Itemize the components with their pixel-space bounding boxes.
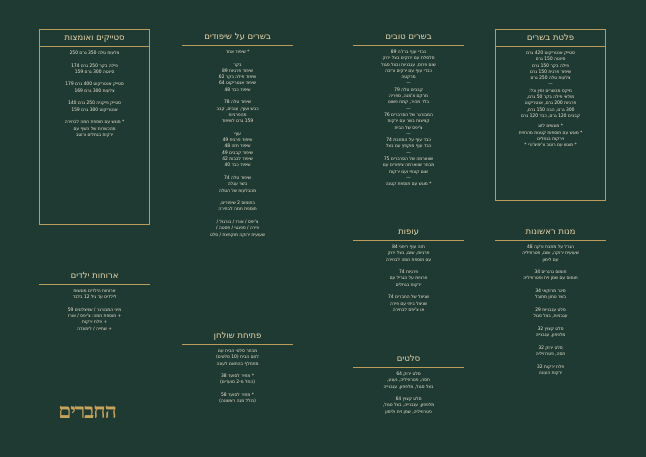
- section-title: בשרים על שיפודים: [182, 29, 293, 46]
- section-platot: [495, 29, 606, 201]
- section-title: פתיחת שולחן: [182, 328, 293, 345]
- section-title: פלטת בשרים: [496, 30, 605, 47]
- section-title: סלטים: [353, 351, 464, 368]
- section-kids: [39, 268, 150, 358]
- section-starters: [495, 224, 606, 450]
- section-notes: * מוגשים לזוג * מוגש עם תוספות קטנות מהחזית וירקות בגחלים * מוגש עם רוטב צ'ימיצ'ורי *: [518, 124, 583, 149]
- section-title: סטייקים ואומצות: [40, 30, 149, 47]
- section-salads: [353, 351, 464, 447]
- section-steaks: [39, 29, 150, 225]
- section-lines: מבחר סלטי הבית עם לחם הבית (10 סלטים) מתחלף בהתאם לעונה * מחיר לסועד 38 (החל מ-2 סועדים) * מחיר לסועד 58 (כולל מנה ראשונה): [216, 349, 259, 405]
- section-title: ארוחות ילדים: [39, 268, 150, 285]
- restaurant-logo: החברים: [58, 398, 116, 423]
- section-lines: * שיפוד אחד בקר שיפוד פרגיות 89 שיפוד פילה בקר 62 שיפוד אנטריקוט 64 שיפוד כבד 48 שיפוד טלה 78 כבש ועוף, ענבים, קבב מהפרגיות 159 גרם לשיפוד עוף שיפוד פרגית 49 שיפוד חזה 48 שיפוד קבבים 49 שיפוד לבבות 42 שיפוד כבד 40 שיפוד טלה 74 בשר עגלה מהבלעות של הטלה בחומוס 2 שיפודים, תוספת חמה לבחירה צ'יפס / אורז / בורגול / פירה / ספגטי / פסטה / שעועית ירוקה מוקפצת / סלט: [209, 50, 266, 238]
- section-title: מנות ראשונות: [495, 224, 606, 241]
- section-lines: כבדי עוף ברז'ה 89 סלסלת עם ירוקים בצל ירוק שום פרוס, עגבניות ובצל סגול כבדי עוף עם ירקים וריבה מרקטה — קבבים טלה 79 מרקם צ'מנה, ספריה בלד מהיר, קמח פשוט — המבורגר של הסרברים 76 קציצות בשר עם ירקות צ'יפס של הבית — כבד עוף על המחבת 74 כבד עוף מוקפץ עם בצל — שווארמה של הסרברים 75 מבחר שווארמה ציפורים עם שום קונפי ועם ירקות — * מוגש עם תוספת קטנה: [381, 50, 436, 188]
- section-lines: חזה עוף ריחני 84 פרגיות, שום, בצל ירוק עם תוספת חמה לבחירה פרגיות 74 פרגיות על הגריל עם ירקות בגחלים שניצל של החברים 74 שניצל ביתי עם פירה או צ'יפס לבחירה: [385, 245, 432, 313]
- section-divider: —: [548, 82, 553, 88]
- section-petichat-shulchan: [182, 328, 293, 448]
- section-lines: מיקס מבשרים זמין ונל: מולאי פילה בקר 50 גרם, פרגיות 200 גרם, אנטריקוט 300 גרם, הבה 150 גרם, קבבים 120 גרם, כבד 120 גרם: [521, 88, 580, 119]
- section-title: בשרים טובים: [353, 29, 464, 46]
- section-lines: צלעות טלה 350 גרם 250 פילה בקר 250 גרם 174 סינטה 300 גרם 159 סטייק אנטריקוט 400 גרם 179 צלעות 300 גרם 169 סטייק פיקניה 250 גרם 140 אנטריקוט 300 גרם 159 * מוגש עם תוספת חמה לבחירה מהכשרות של השף עם ירקות בגחלים ורוטב: [64, 51, 125, 138]
- section-lines: סלט ירוק 64 חסה, פטרוזיליה, נענע, בצל סגול, מלפפון, עגבנייה סלט קצוץ 64 מלפפון, עגבנייה, בצל סגול, פטרוזיליה, שמן זית ולימון: [382, 372, 435, 415]
- section-lines: סטייק אנטריקוט 420 גרם סינטה 150 גרם פילה בקר 150 גרם שיפוד פרגית 150 גרם צלעות טלה 250 גרם: [526, 51, 575, 82]
- section-lines: ארוחות הילדים מוגשות לילדים עד גיל 12 בלבד מיני המבורגר / שניצלונים 59 + תוספת חמה: צ'יפס / אורז + פלח ירקות + שתייה / לימונדה: [67, 289, 122, 332]
- section-lines: הגרל על מחבת ורקה 48 שעועית ירוקה, שום, פטרוזיליה עם לימון חומוס גרגרים 34 חומוס עם שמן זית ופטרוזיליה סיגר מרוקאי 34 בשר טחון מתובל סלט עגבניות 29 עגבניות, בצל סגול סלט קצוץ 32 מלפפון, עגבנייה סלט ירוק 32 חסה, פטרוזיליה פלח ירקות 32 ירקות העונה: [522, 245, 579, 376]
- section-title: עופות: [353, 224, 464, 241]
- section-shipudim: [182, 29, 293, 319]
- section-of: [353, 224, 464, 339]
- section-basarim-tovim: [353, 29, 464, 219]
